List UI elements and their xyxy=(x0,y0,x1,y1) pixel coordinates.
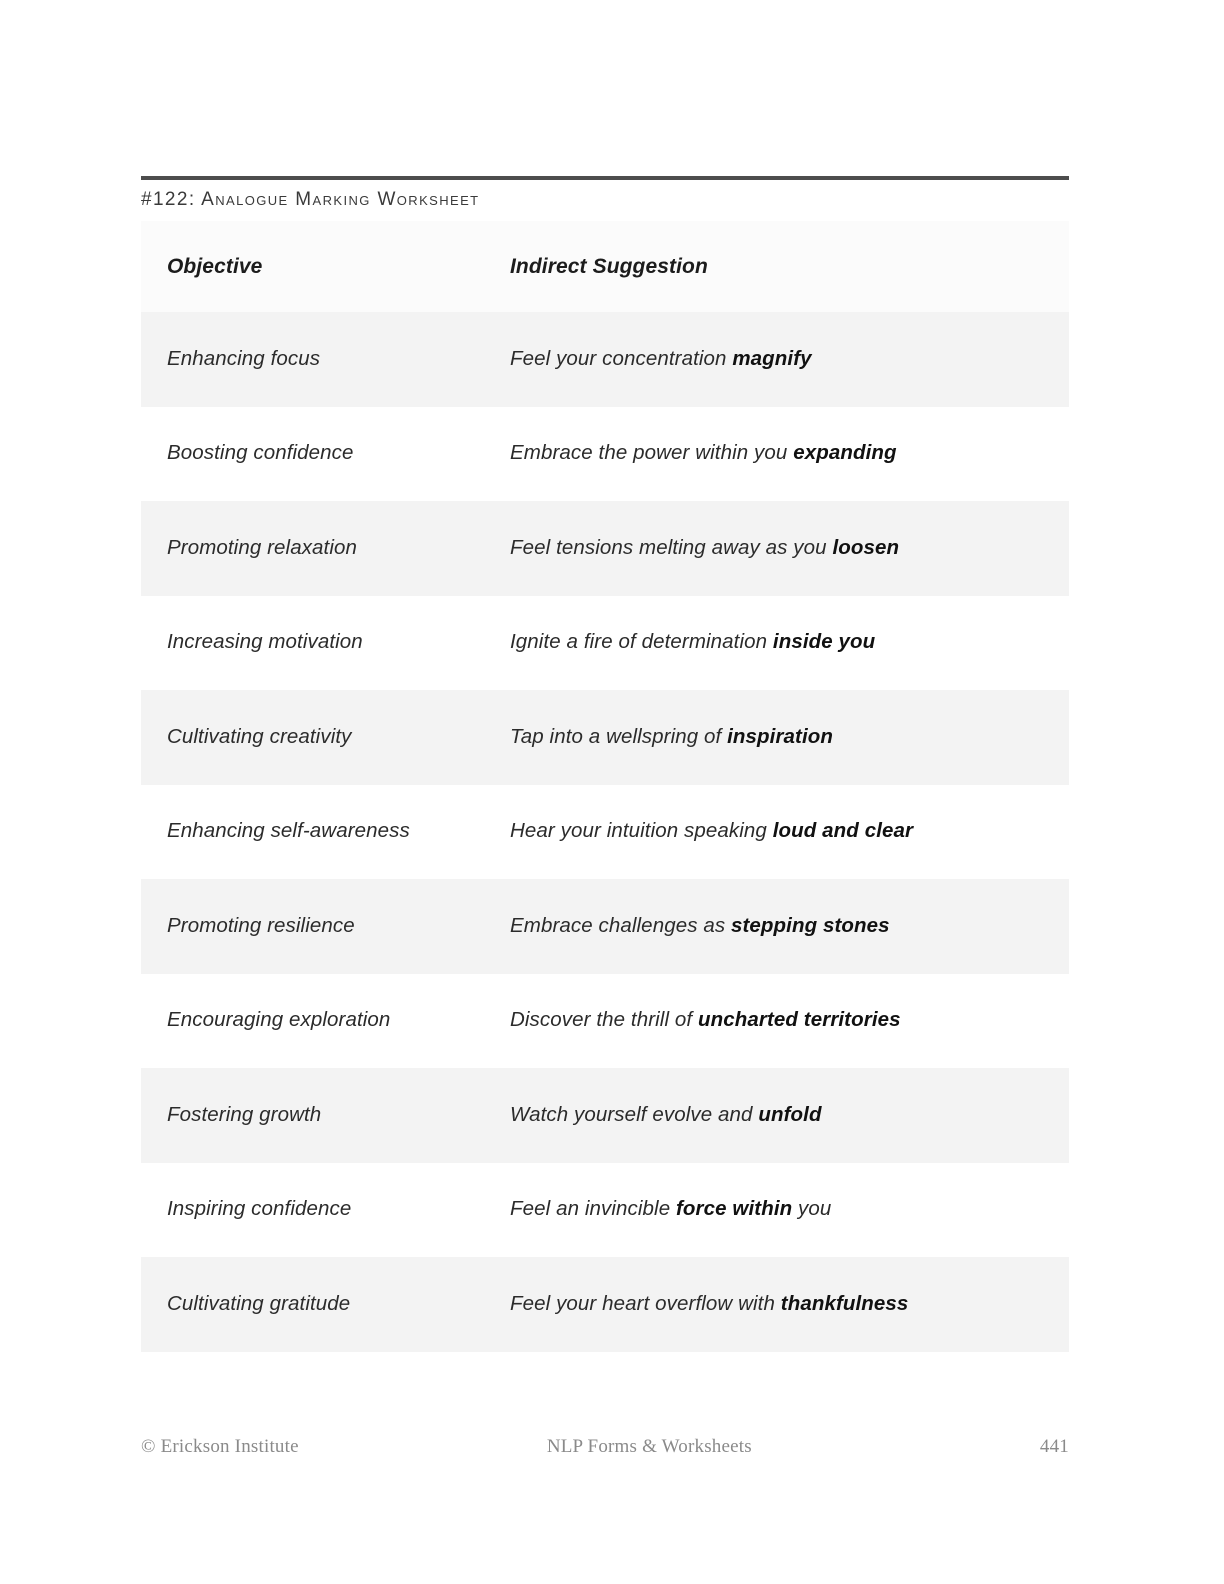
cell-objective: Cultivating creativity xyxy=(167,724,352,748)
table-row xyxy=(141,1257,1069,1352)
cell-objective: Enhancing self-awareness xyxy=(167,819,410,843)
sheet-header xyxy=(141,176,1069,211)
suggestion-prefix: Feel your concentration xyxy=(510,346,733,370)
table-row xyxy=(141,785,1069,880)
suggestion-suffix: you xyxy=(792,1197,832,1221)
column-header-objective: Objective xyxy=(167,254,263,278)
suggestion-prefix: Ignite a fire of determination xyxy=(510,630,773,654)
cell-objective: Increasing motivation xyxy=(167,630,363,654)
cell-objective: Promoting resilience xyxy=(167,913,355,937)
suggestion-prefix: Embrace the power within you xyxy=(510,441,794,465)
cell-objective: Cultivating gratitude xyxy=(167,1291,351,1315)
cell-objective: Promoting relaxation xyxy=(167,535,358,559)
table-row xyxy=(141,407,1069,502)
table-row xyxy=(141,501,1069,596)
table-row xyxy=(141,879,1069,974)
suggestion-emphasis: inside you xyxy=(772,630,876,654)
cell-indirect-suggestion xyxy=(510,440,1069,467)
suggestion-emphasis: inspiration xyxy=(727,724,834,748)
suggestion-emphasis: force within xyxy=(676,1197,793,1221)
cell-indirect-suggestion xyxy=(510,1007,1069,1034)
cell-indirect-suggestion xyxy=(510,1291,1069,1318)
suggestion-emphasis: uncharted territories xyxy=(698,1008,901,1032)
suggestion-emphasis: expanding xyxy=(793,441,897,465)
cell-indirect-suggestion xyxy=(510,913,1069,940)
cell-indirect-suggestion xyxy=(510,346,1069,373)
suggestion-emphasis: stepping stones xyxy=(730,913,890,937)
footer-copyright: © Erickson Institute xyxy=(141,1436,299,1457)
suggestion-emphasis: loosen xyxy=(832,535,900,559)
suggestion-prefix: Watch yourself evolve and xyxy=(510,1102,759,1126)
column-header-indirect-suggestion: Indirect Suggestion xyxy=(510,254,708,278)
suggestion-emphasis: thankfulness xyxy=(780,1291,909,1315)
suggestion-emphasis: unfold xyxy=(758,1102,822,1126)
cell-indirect-suggestion xyxy=(510,535,1069,562)
table-row xyxy=(141,1163,1069,1258)
suggestion-prefix: Feel your heart overflow with xyxy=(510,1291,781,1315)
cell-indirect-suggestion xyxy=(510,818,1069,845)
table-header-row xyxy=(141,221,1069,312)
page-title: #122: Analogue Marking Worksheet xyxy=(141,189,480,210)
suggestion-prefix: Feel tensions melting away as you xyxy=(510,535,833,559)
table-row xyxy=(141,312,1069,407)
table-row xyxy=(141,690,1069,785)
cell-objective: Boosting confidence xyxy=(167,441,354,465)
table-row xyxy=(141,1068,1069,1163)
table-body xyxy=(141,312,1069,1352)
cell-objective: Inspiring confidence xyxy=(167,1197,352,1221)
suggestion-prefix: Embrace challenges as xyxy=(510,913,731,937)
page-footer xyxy=(141,1436,1069,1458)
cell-objective: Enhancing focus xyxy=(167,346,321,370)
suggestion-prefix: Feel an invincible xyxy=(510,1197,676,1221)
cell-objective: Fostering growth xyxy=(167,1102,322,1126)
table-row xyxy=(141,974,1069,1069)
suggestion-prefix: Tap into a wellspring of xyxy=(510,724,728,748)
cell-indirect-suggestion xyxy=(510,629,1069,656)
cell-indirect-suggestion xyxy=(510,1196,1069,1223)
footer-title: NLP Forms & Worksheets xyxy=(546,1436,752,1457)
table-row xyxy=(141,596,1069,691)
suggestion-prefix: Hear your intuition speaking xyxy=(510,819,773,843)
suggestion-prefix: Discover the thrill of xyxy=(510,1008,699,1032)
cell-indirect-suggestion xyxy=(510,724,1069,751)
header-rule xyxy=(141,176,1069,180)
cell-indirect-suggestion xyxy=(510,1102,1069,1129)
footer-page-number: 441 xyxy=(1039,1436,1069,1457)
analogue-marking-table xyxy=(141,221,1069,1352)
cell-objective: Encouraging exploration xyxy=(167,1008,391,1032)
suggestion-emphasis: loud and clear xyxy=(772,819,914,843)
suggestion-emphasis: magnify xyxy=(732,346,812,370)
